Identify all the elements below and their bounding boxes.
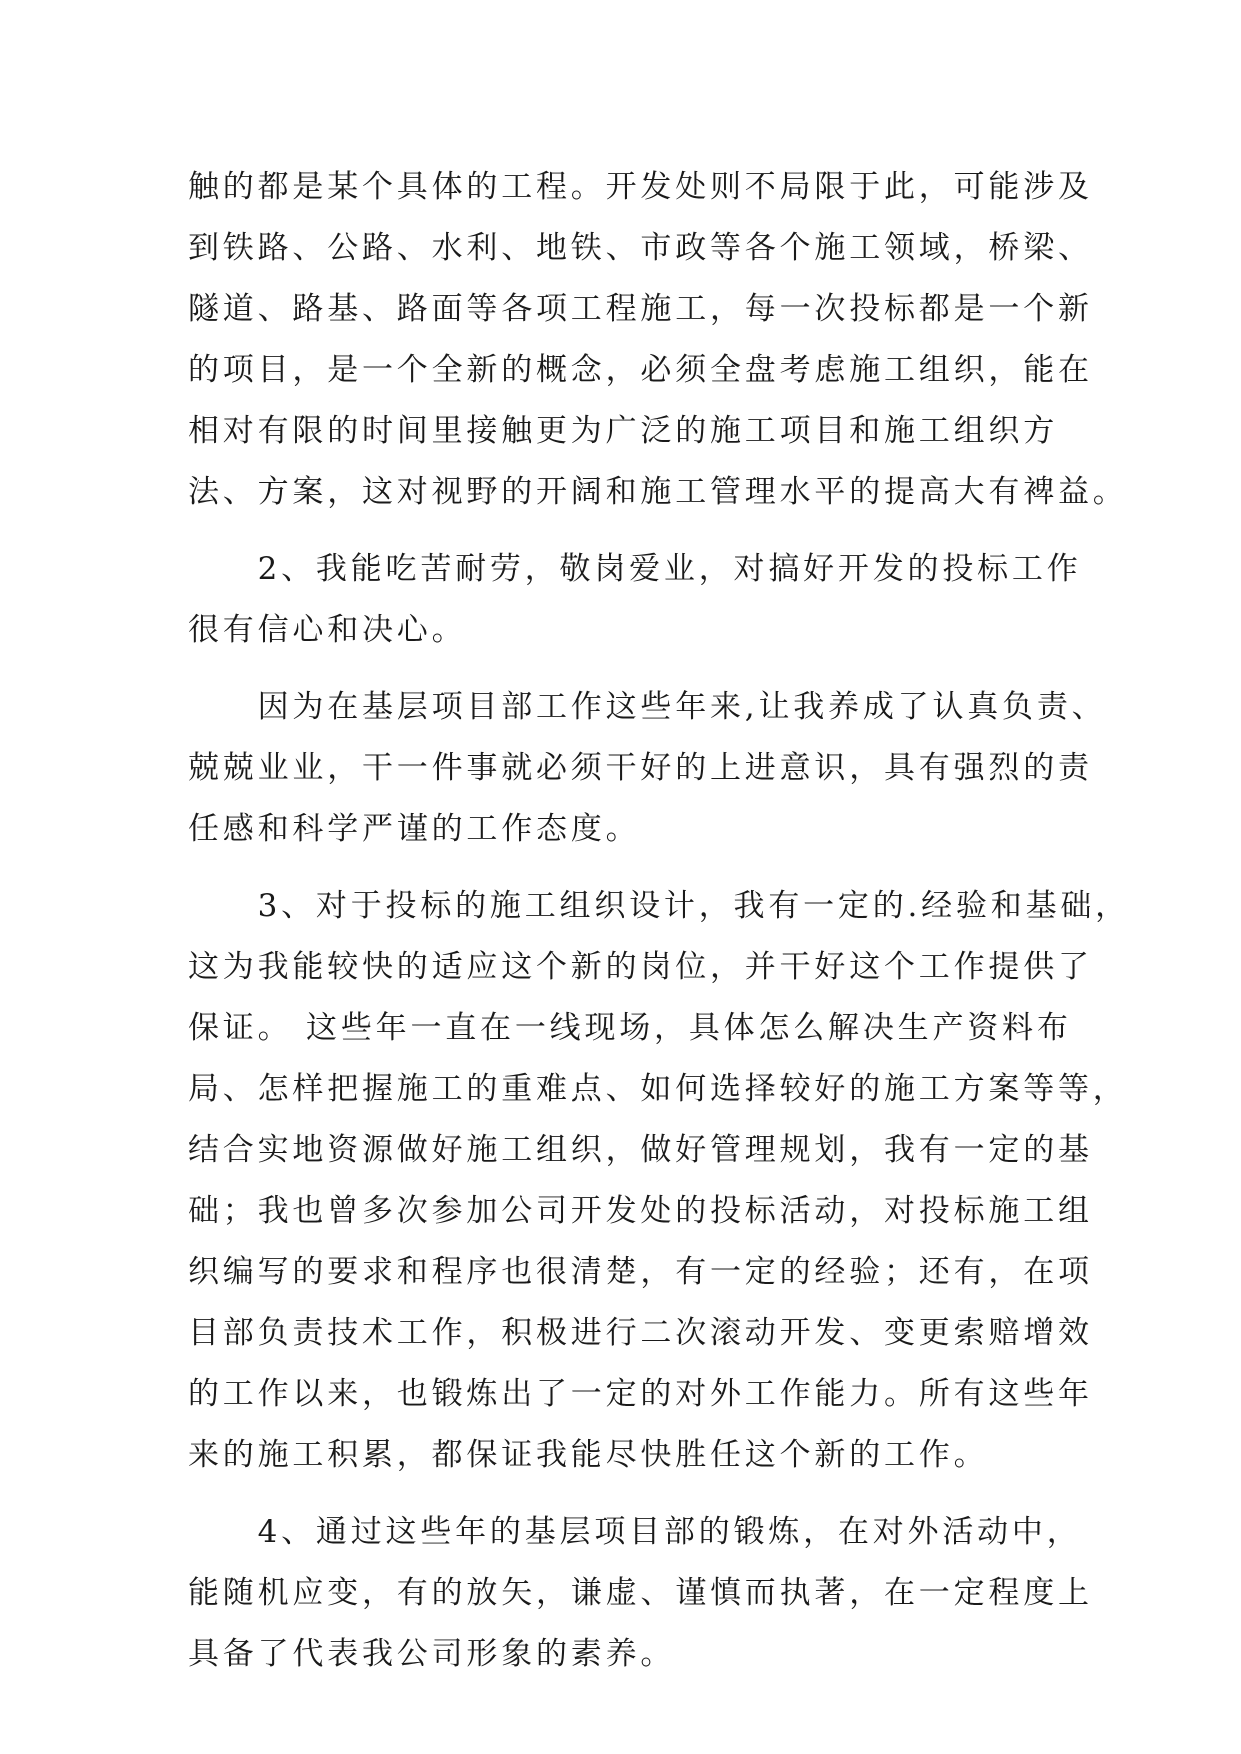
text-line: 触的都是某个具体的工程。开发处则不局限于此，可能涉及 (188, 169, 1093, 205)
paragraph-4 (188, 876, 1130, 1486)
text-line: 4、通过这些年的基层项目部的锻炼，在对外活动中， (188, 1514, 1082, 1550)
paragraph-1 (188, 157, 1128, 523)
paragraph-3 (188, 677, 1107, 860)
text-line: 结合实地资源做好施工组织，做好管理规划，我有一定的基 (188, 1132, 1093, 1168)
paragraph-gap (188, 661, 1068, 677)
text-line: 隧道、路基、路面等各项工程施工，每一次投标都是一个新 (188, 291, 1093, 327)
text-line: 保证。 这些年一直在一线现场，具体怎么解决生产资料布 (188, 1010, 1072, 1046)
paragraph-gap (188, 860, 1068, 876)
text-line: 的工作以来，也锻炼出了一定的对外工作能力。所有这些年 (188, 1376, 1093, 1412)
text-line: 局、怎样把握施工的重难点、如何选择较好的施工方案等等， (188, 1071, 1128, 1107)
text-line: 这为我能较快的适应这个新的岗位，并干好这个工作提供了 (188, 949, 1093, 985)
text-line: 织编写的要求和程序也很清楚，有一定的经验；还有，在项 (188, 1254, 1093, 1290)
text-line: 础；我也曾多次参加公司开发处的投标活动，对投标施工组 (188, 1193, 1093, 1229)
text-line: 任感和科学严谨的工作态度。 (188, 811, 641, 847)
text-line: 因为在基层项目部工作这些年来,让我养成了认真负责、 (188, 689, 1107, 725)
text-line: 目部负责技术工作，积极进行二次滚动开发、变更索赔增效 (188, 1315, 1093, 1351)
document-body (188, 157, 1130, 1685)
paragraph-2 (188, 539, 1082, 661)
text-line: 很有信心和决心。 (188, 612, 467, 648)
text-line: 来的施工积累，都保证我能尽快胜任这个新的工作。 (188, 1437, 989, 1473)
paragraph-gap (188, 523, 1068, 539)
text-line: 兢兢业业，干一件事就必须干好的上进意识，具有强烈的责 (188, 750, 1093, 786)
text-line: 具备了代表我公司形象的素养。 (188, 1636, 676, 1672)
text-line: 能随机应变，有的放矢，谦虚、谨慎而执著，在一定程度上 (188, 1575, 1093, 1611)
text-line: 2、我能吃苦耐劳，敬岗爱业，对搞好开发的投标工作 (188, 551, 1082, 587)
paragraph-gap (188, 1486, 1068, 1502)
text-line: 法、方案，这对视野的开阔和施工管理水平的提高大有裨益。 (188, 474, 1128, 510)
text-line: 的项目，是一个全新的概念，必须全盘考虑施工组织，能在 (188, 352, 1093, 388)
paragraph-5 (188, 1502, 1093, 1685)
text-line: 相对有限的时间里接触更为广泛的施工项目和施工组织方 (188, 413, 1058, 449)
text-line: 到铁路、公路、水利、地铁、市政等各个施工领域，桥梁、 (188, 230, 1093, 266)
text-line: 3、对于投标的施工组织设计，我有一定的.经验和基础， (188, 888, 1130, 924)
